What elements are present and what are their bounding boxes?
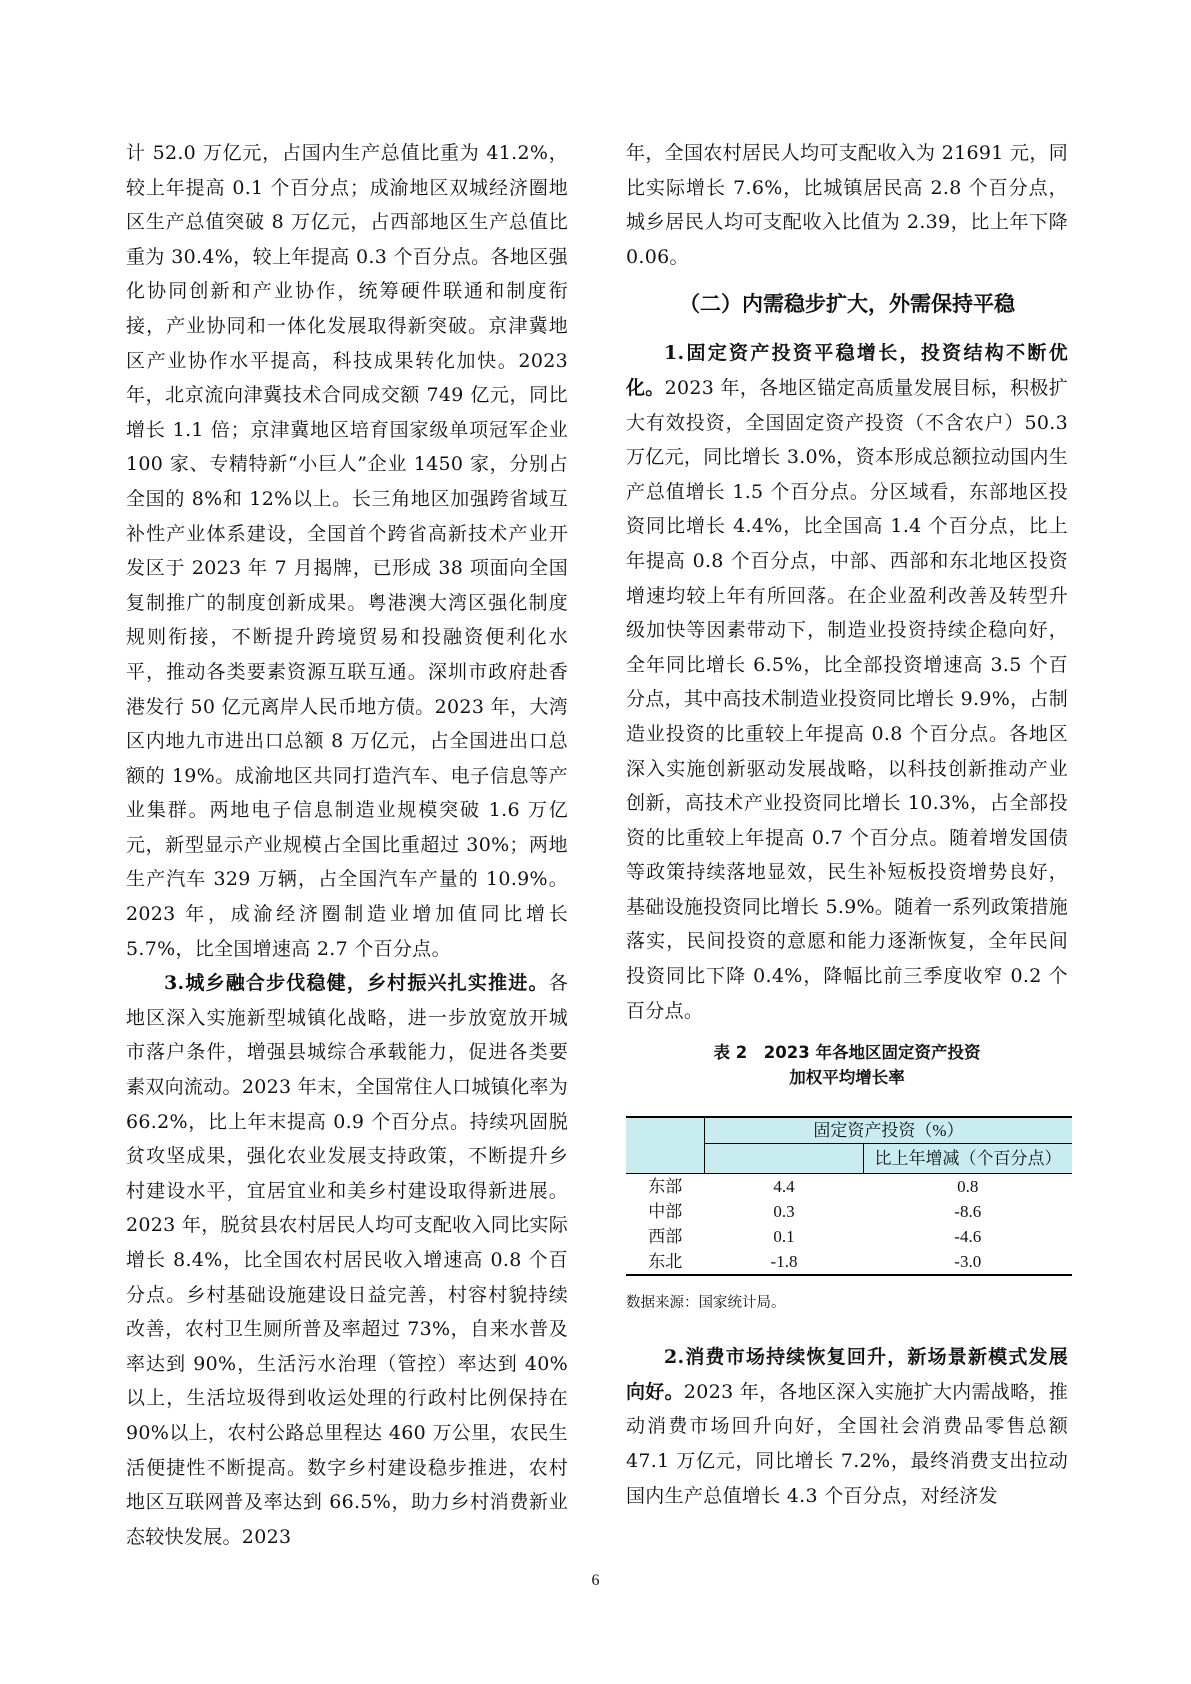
table-title: 表 2 2023 年各地区固定资产投资	[713, 1043, 981, 1063]
table-source: 数据来源：国家统计局。	[626, 1295, 786, 1312]
table-row	[626, 1249, 1072, 1275]
table-header-change: 比上年增减（个百分点）	[874, 1149, 1062, 1169]
row-growth: 0.3	[773, 1202, 795, 1222]
table-header-region	[626, 1117, 705, 1174]
paragraph-lead: 3.城乡融合步伐稳健，乡村振兴扎实推进。	[164, 972, 549, 995]
table-row	[626, 1174, 1072, 1200]
paragraph-lead: 2.消费市场持续恢复回升，新场景新模式发展向好。	[626, 1346, 1068, 1403]
row-region: 西部	[648, 1227, 683, 1247]
page-number: 6	[591, 1572, 600, 1589]
row-change: 0.8	[864, 1174, 1073, 1200]
row-change: -4.6	[954, 1227, 982, 1247]
paragraph-lead: 1.固定资产投资平稳增长，投资结构不断优化。	[626, 342, 1068, 399]
paragraph-body: 2023 年，各地区深入实施扩大内需战略，推动消费市场回升向好，全国社会消费品零售总额 47.1 万亿元，同比增长 7.2%，最终消费支出拉动国内生产总值增长 4.3 个百分点，对经济发	[626, 1380, 1068, 1507]
table-row	[626, 1224, 1072, 1249]
row-region: 东部	[626, 1174, 705, 1200]
paragraph-consumption	[626, 1340, 1068, 1513]
table-header-group: 固定资产投资（%）	[705, 1117, 1073, 1144]
row-growth: 0.1	[773, 1227, 795, 1247]
paragraph-body: 各地区深入实施新型城镇化战略，进一步放宽放开城市落户条件，增强县城综合承载能力，促进各类要素双向流动。2023 年末，全国常住人口城镇化率为 66.2%，比上年末提高 0.9 个百分点。持续巩固脱贫攻坚成果，强化农业发展支持政策，不断提升乡村建设水平，宜居宜业和美乡村建设取得新进展。2023 年，脱贫县农村居民人均可支配收入同比实际增长 8.4%，比全国农村居民收入增速高 0.8 个百分点。乡村基础设施建设日益完善，村容村貌持续改善，农村卫生厕所普及率超过 73%，自来水普及率达到 90%，生活污水治理（管控）率达到 40%以上，生活垃圾得到收运处理的行政村比例保持在 90%以上，农村公路总里程达 460 万公里，农民生活便捷性不断提高。数字乡村建设稳步推进，农村地区互联网普及率达到 66.5%，助力乡村消费新业态较快发展。2023	[126, 972, 568, 1548]
paragraph-regional-economy: 计 52.0 万亿元，占国内生产总值比重为 41.2%，较上年提高 0.1 个百分点；成渝地区双城经济圈地区生产总值突破 8 万亿元，占西部地区生产总值比重为 30.4%，较上年提高 0.3 个百分点。各地区强化协同创新和产业协作，统筹硬件联通和制度衔接，产业协同和一体化发展取得新突破。京津冀地区产业协作水平提高，科技成果转化加快。2023 年，北京流向津冀技术合同成交额 749 亿元，同比增长 1.1 倍；京津冀地区培育国家级单项冠军企业 100 家、专精特新“小巨人”企业 1450 家，分别占全国的 8%和 12%以上。长三角地区加强跨省域互补性产业体系建设，全国首个跨省高新技术产业开发区于 2023 年 7 月揭牌，已形成 38 项面向全国复制推广的制度创新成果。粤港澳大湾区强化制度规则衔接，不断提升跨境贸易和投融资便利化水平，推动各类要素资源互联互通。深圳市政府赴香港发行 50 亿元离岸人民币地方债。2023 年，大湾区内地九市进出口总额 8 万亿元，占全国进出口总额的 19%。成渝地区共同打造汽车、电子信息等产业集群。两地电子信息制造业规模突破 1.6 万亿元，新型显示产业规模占全国比重超过 30%；两地生产汽车 329 万辆，占全国汽车产量的 10.9%。2023 年，成渝经济圈制造业增加值同比增长 5.7%，比全国增速高 2.7 个百分点。	[126, 142, 568, 960]
investment-table	[626, 1116, 1072, 1276]
row-region: 中部	[648, 1202, 683, 1222]
row-region: 东北	[626, 1249, 705, 1275]
row-growth: -1.8	[705, 1249, 864, 1275]
row-growth: 4.4	[705, 1174, 864, 1200]
paragraph-rural-income: 年，全国农村居民人均可支配收入为 21691 元，同比实际增长 7.6%，比城镇居民高 2.8 个百分点，城乡居民人均可支配收入比值为 2.39，比上年下降 0.06。	[626, 142, 1068, 268]
paragraph-body: 2023 年，各地区锚定高质量发展目标，积极扩大有效投资，全国固定资产投资（不含农户）50.3 万亿元，同比增长 3.0%，资本形成总额拉动国内生产总值增长 1.5 个百分点。分区域看，东部地区投资同比增长 4.4%，比全国高 1.4 个百分点，比上年提高 0.8 个百分点，中部、西部和东北地区投资增速均较上年有所回落。在企业盈利改善及转型升级加快等因素带动下，制造业投资持续企稳向好，全年同比增长 6.5%，比全部投资增速高 3.5 个百分点，其中高技术制造业投资同比增长 9.9%，占制造业投资的比重较上年提高 0.8 个百分点。各地区深入实施创新驱动发展战略，以科技创新推动产业创新，高技术产业投资同比增长 10.3%，占全部投资的比重较上年提高 0.7 个百分点。随着增发国债等政策持续落地显效，民生补短板投资增势良好，基础设施投资同比增长 5.9%。随着一系列政策措施落实，民间投资的意愿和能力逐渐恢复，全年民间投资同比下降 0.4%，降幅比前三季度收窄 0.2 个百分点。	[626, 376, 1069, 1022]
table-header-growth	[705, 1144, 864, 1174]
left-column	[126, 136, 568, 1554]
right-column	[626, 136, 1068, 1513]
table-row	[626, 1199, 1072, 1224]
paragraph-urban-rural	[126, 966, 568, 1554]
section-heading: （二）内需稳步扩大，外需保持平稳	[679, 292, 1015, 317]
table-subtitle: 加权平均增长率	[789, 1068, 905, 1088]
row-change: -3.0	[864, 1249, 1073, 1275]
row-change: -8.6	[954, 1202, 982, 1222]
paragraph-fixed-investment	[626, 336, 1068, 1028]
